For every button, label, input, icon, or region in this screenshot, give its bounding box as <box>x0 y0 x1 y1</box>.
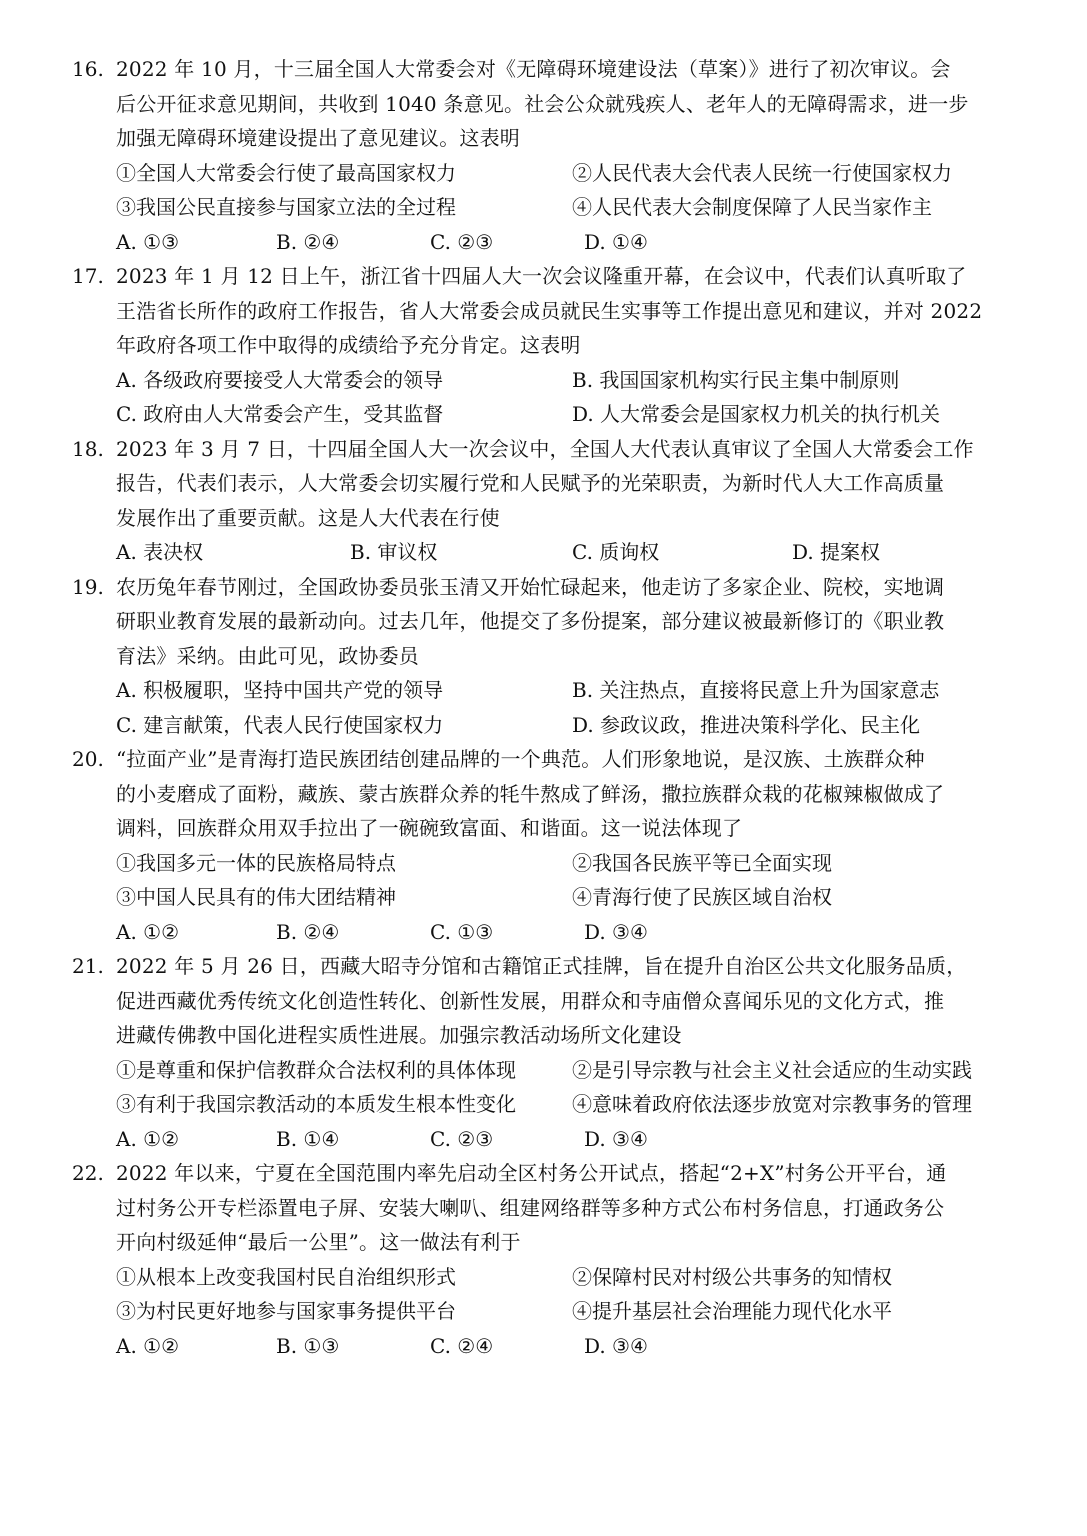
exam-page <box>0 52 1087 1363</box>
question-stem-text: 2022 年以来，宁夏在全国范围内率先启动全区村务公开试点，搭起“2+X”村务公开平台，通 <box>116 1161 947 1185</box>
answer-choice: B. ①③ <box>276 1333 340 1358</box>
question-stem-line <box>0 777 1087 812</box>
question-stem-line <box>0 1225 1087 1260</box>
statement-row <box>0 846 1087 881</box>
option-row <box>0 673 1087 708</box>
statement-row <box>0 1053 1087 1088</box>
question-16 <box>0 52 1087 259</box>
question-21 <box>0 949 1087 1156</box>
question-stem-text: “拉面产业”是青海打造民族团结创建品牌的一个典范。人们形象地说，是汉族、土族群众种 <box>116 747 925 771</box>
question-stem-text: 发展作出了重要贡献。这是人大代表在行使 <box>116 505 500 530</box>
question-stem-line <box>0 1156 1087 1191</box>
answer-choice: A. ①② <box>116 1126 180 1151</box>
question-stem-line <box>0 294 1087 329</box>
question-stem-line <box>0 984 1087 1019</box>
option-row <box>0 363 1087 398</box>
option-row <box>0 708 1087 743</box>
question-stem-text: 王浩省长所作的政府工作报告，省人大常委会成员就民生实事等工作提出意见和建议，并对 2022 <box>116 298 983 323</box>
question-stem-text: 2022 年 5 月 26 日，西藏大昭寺分馆和古籍馆正式挂牌，旨在提升自治区公共文化服务品质， <box>116 954 967 978</box>
question-stem-line <box>0 949 1087 984</box>
answer-option: B. 我国国家机构实行民主集中制原则 <box>572 367 900 392</box>
statement: ④青海行使了民族区域自治权 <box>572 885 832 909</box>
question-stem-line <box>0 604 1087 639</box>
answer-choice: C. 质询权 <box>572 540 660 564</box>
statement-row <box>0 190 1087 225</box>
question-stem-line <box>0 432 1087 467</box>
question-stem-line <box>0 1191 1087 1226</box>
question-stem-text: 报告，代表们表示，人大常委会切实履行党和人民赋予的光荣职责，为新时代人大工作高质量 <box>116 471 945 495</box>
answer-choice: D. ③④ <box>584 1126 648 1151</box>
question-stem-text: 年政府各项工作中取得的成绩给予充分肯定。这表明 <box>116 333 581 357</box>
question-number: 20. <box>72 747 104 771</box>
question-stem-line <box>0 811 1087 846</box>
question-stem-text: 2022 年 10 月，十三届全国人大常委会对《无障碍环境建设法（草案）》进行了初次审议。会 <box>116 57 951 81</box>
statement-row <box>0 1087 1087 1122</box>
answer-option: C. 建言献策，代表人民行使国家权力 <box>116 712 444 737</box>
statement: ④意味着政府依法逐步放宽对宗教事务的管理 <box>572 1092 972 1116</box>
question-stem-line <box>0 259 1087 294</box>
statement-row <box>0 880 1087 915</box>
choice-row <box>0 535 1087 570</box>
statement: ①是尊重和保护信教群众合法权利的具体体现 <box>116 1057 516 1082</box>
answer-choice: B. ②④ <box>276 919 340 944</box>
question-18 <box>0 432 1087 570</box>
question-number: 18. <box>72 436 104 461</box>
statement: ②是引导宗教与社会主义社会适应的生动实践 <box>572 1057 972 1082</box>
question-number: 21. <box>72 954 104 978</box>
question-20 <box>0 742 1087 949</box>
statement-row <box>0 1260 1087 1295</box>
answer-choice: C. ①③ <box>430 919 494 944</box>
question-stem-text: 农历兔年春节刚过，全国政协委员张玉清又开始忙碌起来，他走访了多家企业、院校，实地调 <box>116 574 945 599</box>
statement: ③中国人民具有的伟大团结精神 <box>116 885 396 909</box>
answer-option: A. 各级政府要接受人大常委会的领导 <box>116 367 444 392</box>
question-stem-line <box>0 328 1087 363</box>
question-stem-line <box>0 52 1087 87</box>
statement: ①我国多元一体的民族格局特点 <box>116 850 396 875</box>
question-number: 16. <box>72 57 104 81</box>
question-stem-text: 加强无障碍环境建设提出了意见建议。这表明 <box>116 126 520 150</box>
answer-choice: A. ①② <box>116 1333 180 1358</box>
answer-choice: C. ②③ <box>430 229 494 254</box>
statement: ②我国各民族平等已全面实现 <box>572 850 832 875</box>
statement: ③为村民更好地参与国家事务提供平台 <box>116 1299 456 1323</box>
question-stem-text: 进藏传佛教中国化进程实质性进展。加强宗教活动场所文化建设 <box>116 1023 682 1047</box>
question-stem-text: 2023 年 3 月 7 日，十四届全国人大一次会议中，全国人大代表认真审议了全国人大常委会工作 <box>116 436 974 461</box>
statement: ④人民代表大会制度保障了人民当家作主 <box>572 195 932 219</box>
answer-choice: C. ②④ <box>430 1333 494 1358</box>
answer-choice: D. ①④ <box>584 229 648 254</box>
answer-choice: A. ①② <box>116 919 180 944</box>
question-stem-text: 育法》采纳。由此可见，政协委员 <box>116 643 419 668</box>
answer-option: D. 参政议政，推进决策科学化、民主化 <box>572 712 921 737</box>
question-19 <box>0 570 1087 743</box>
question-stem-text: 开向村级延伸“最后一公里”。这一做法有利于 <box>116 1230 521 1254</box>
question-stem-line <box>0 121 1087 156</box>
question-stem-text: 的小麦磨成了面粉，藏族、蒙古族群众养的牦牛熬成了鲜汤，撒拉族群众栽的花椒辣椒做成了 <box>116 781 945 806</box>
answer-choice: A. 表决权 <box>116 540 204 564</box>
answer-option: D. 人大常委会是国家权力机关的执行机关 <box>572 402 941 426</box>
choice-row <box>0 1329 1087 1364</box>
question-stem-text: 2023 年 1 月 12 日上午，浙江省十四届人大一次会议隆重开幕，在会议中，代表们认真听取了 <box>116 264 967 288</box>
question-number: 19. <box>72 574 104 599</box>
answer-choice: B. 审议权 <box>350 540 438 564</box>
answer-choice: A. ①③ <box>116 229 180 254</box>
question-stem-text: 后公开征求意见期间，共收到 1040 条意见。社会公众就残疾人、老年人的无障碍需求，进一步 <box>116 91 969 116</box>
statement: ③有利于我国宗教活动的本质发生根本性变化 <box>116 1092 516 1116</box>
statement: ④提升基层社会治理能力现代化水平 <box>572 1299 892 1323</box>
answer-option: C. 政府由人大常委会产生，受其监督 <box>116 402 444 426</box>
answer-option: B. 关注热点，直接将民意上升为国家意志 <box>572 678 940 702</box>
choice-row <box>0 915 1087 950</box>
answer-choice: C. ②③ <box>430 1126 494 1151</box>
answer-choice: B. ①④ <box>276 1126 340 1151</box>
question-stem-line <box>0 87 1087 122</box>
answer-option: A. 积极履职，坚持中国共产党的领导 <box>116 678 444 702</box>
question-17 <box>0 259 1087 432</box>
statement: ②保障村民对村级公共事务的知情权 <box>572 1264 892 1289</box>
answer-choice: D. 提案权 <box>792 540 881 564</box>
question-stem-line <box>0 742 1087 777</box>
answer-choice: D. ③④ <box>584 1333 648 1358</box>
statement: ①从根本上改变我国村民自治组织形式 <box>116 1264 456 1289</box>
answer-choice: B. ②④ <box>276 229 340 254</box>
statement-row <box>0 1294 1087 1329</box>
question-stem-text: 研职业教育发展的最新动向。过去几年，他提交了多份提案，部分建议被最新修订的《职业教 <box>116 609 945 633</box>
statement: ②人民代表大会代表人民统一行使国家权力 <box>572 160 952 185</box>
option-row <box>0 397 1087 432</box>
question-number: 17. <box>72 264 104 288</box>
question-stem-line <box>0 466 1087 501</box>
statement-row <box>0 156 1087 191</box>
choice-row <box>0 225 1087 260</box>
question-stem-line <box>0 639 1087 674</box>
question-stem-text: 调料，回族群众用双手拉出了一碗碗致富面、和谐面。这一说法体现了 <box>116 816 743 840</box>
answer-choice: D. ③④ <box>584 919 648 944</box>
statement: ③我国公民直接参与国家立法的全过程 <box>116 195 456 219</box>
choice-row <box>0 1122 1087 1157</box>
question-stem-line <box>0 570 1087 605</box>
question-stem-line <box>0 501 1087 536</box>
question-stem-line <box>0 1018 1087 1053</box>
question-number: 22. <box>72 1161 104 1185</box>
statement: ①全国人大常委会行使了最高国家权力 <box>116 160 456 185</box>
question-stem-text: 促进西藏优秀传统文化创造性转化、创新性发展，用群众和寺庙僧众喜闻乐见的文化方式，推 <box>116 988 945 1013</box>
question-22 <box>0 1156 1087 1363</box>
question-stem-text: 过村务公开专栏添置电子屏、安装大喇叭、组建网络群等多种方式公布村务信息，打通政务公 <box>116 1195 945 1220</box>
